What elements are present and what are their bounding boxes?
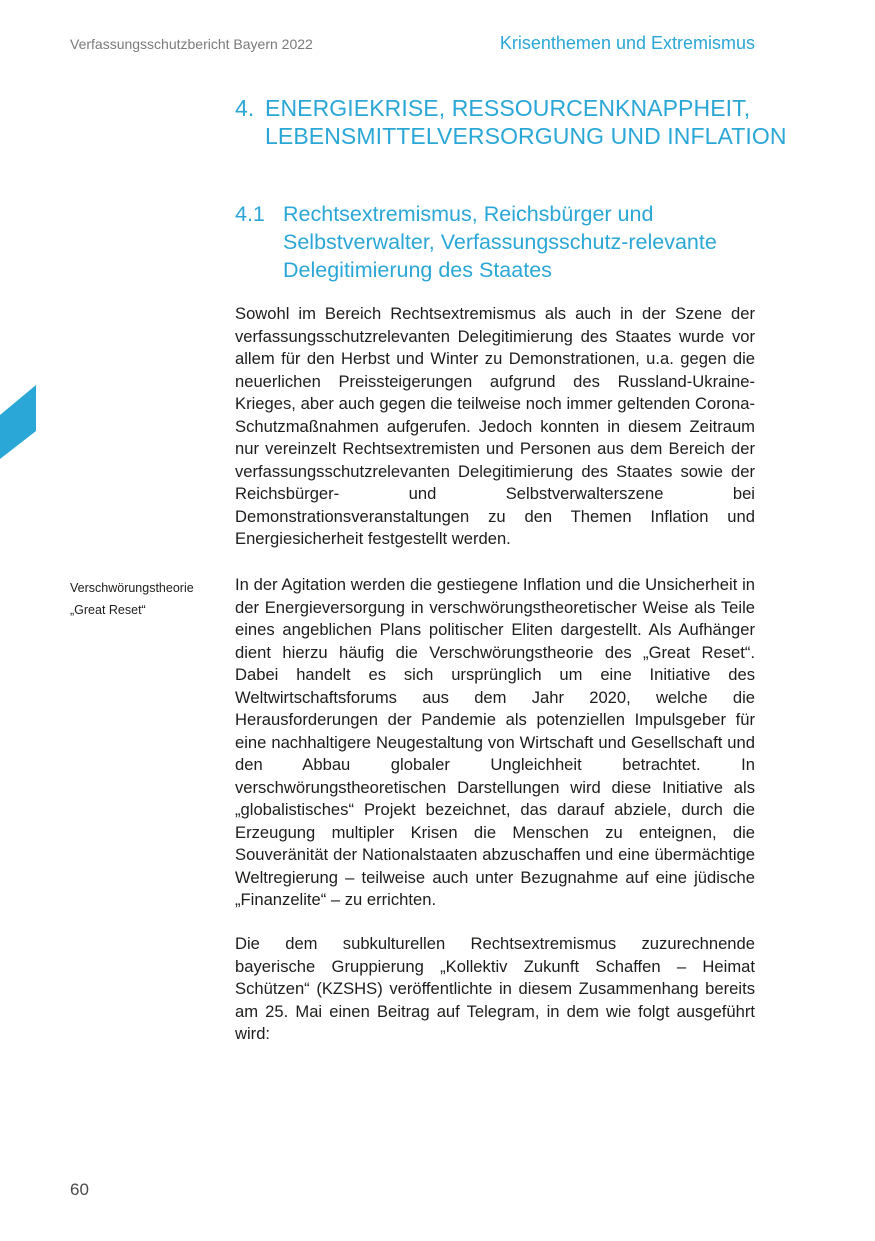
body-paragraph: Die dem subkulturellen Rechtsextremismus zuzurechnende bayerische Gruppierung „Kollektiv Zukunft Schaffen – Heimat Schützen“ (KZSHS) veröffentlichte in diesem Zusammenhang bereits am 25. Mai einen Beitrag auf Telegram, in dem wie folgt ausgeführt wird: (235, 934, 755, 1043)
margin-note: Verschwörungstheorie „Great Reset“ (70, 581, 194, 617)
running-header-right: Krisenthemen und Extremismus (499, 33, 755, 53)
chapter-tab-marker (0, 385, 36, 459)
section-title: Rechtsextremismus, Reichsbürger und Selbstverwalter, Verfassungsschutz-relevante Delegitimierung des Staates (283, 202, 717, 282)
body-paragraph: Sowohl im Bereich Rechtsextremismus als auch in der Szene der verfassungsschutzrelevanten Delegitimierung des Staates wurde vor allem für den Herbst und Winter zu Demonstrationen, u.a. gegen die neuerlichen Preissteigerungen aufgrund des Russland-Ukraine-Krieges, aber auch gegen die teilweise noch immer geltenden Corona-Schutzmaßnahmen aufgerufen. Jedoch konnten in diesem Zeitraum nur vereinzelt Rechtsextremisten und Personen aus dem Bereich der verfassungsschutzrelevanten Delegitimierung des Staates sowie der Reichsbürger- und Selbstverwalterszene bei Demonstrationsveranstaltungen zu den Themen Inflation und Energiesicherheit festgestellt werden. (235, 304, 755, 548)
running-header-left: Verfassungsschutzbericht Bayern 2022 (70, 36, 313, 52)
body-paragraph: In der Agitation werden die gestiegene Inflation und die Unsicherheit in der Energieversorgung in verschwörungstheoretischer Weise als Teile eines angeblichen Plans politischer Eliten dargestellt. Als Aufhänger dient hierzu häufig die Verschwörungstheorie des „Great Reset“. Dabei handelt es sich ursprünglich um eine Initiative des Weltwirtschaftsforums aus dem Jahr 2020, welche die Herausforderungen der Pandemie als potenziellen Impulsgeber für eine nachhaltigere Neugestaltung von Wirtschaft und Gesellschaft und den Abbau globaler Ungleichheit betrachtet. In verschwörungstheoretischen Darstellungen wird diese Initiative als „globalistisches“ Projekt bezeichnet, das darauf abziele, durch die Erzeugung multipler Krisen die Menschen zu enteignen, die Souveränität der Nationalstaaten abzuschaffen und eine übermächtige Weltregierung – teilweise auch unter Bezugnahme auf eine jüdische „Finanzelite“ – zu errichten. (235, 575, 755, 909)
page-number: 60 (70, 1180, 89, 1199)
chapter-heading (235, 94, 795, 150)
chapter-tab-shape (0, 385, 36, 459)
section-heading (235, 200, 795, 284)
section-number: 4.1 (235, 202, 265, 226)
chapter-title: ENERGIEKRISE, RESSOURCENKNAPPHEIT, LEBENSMITTELVERSORGUNG UND INFLATION (265, 95, 787, 149)
chapter-number: 4. (235, 95, 255, 121)
